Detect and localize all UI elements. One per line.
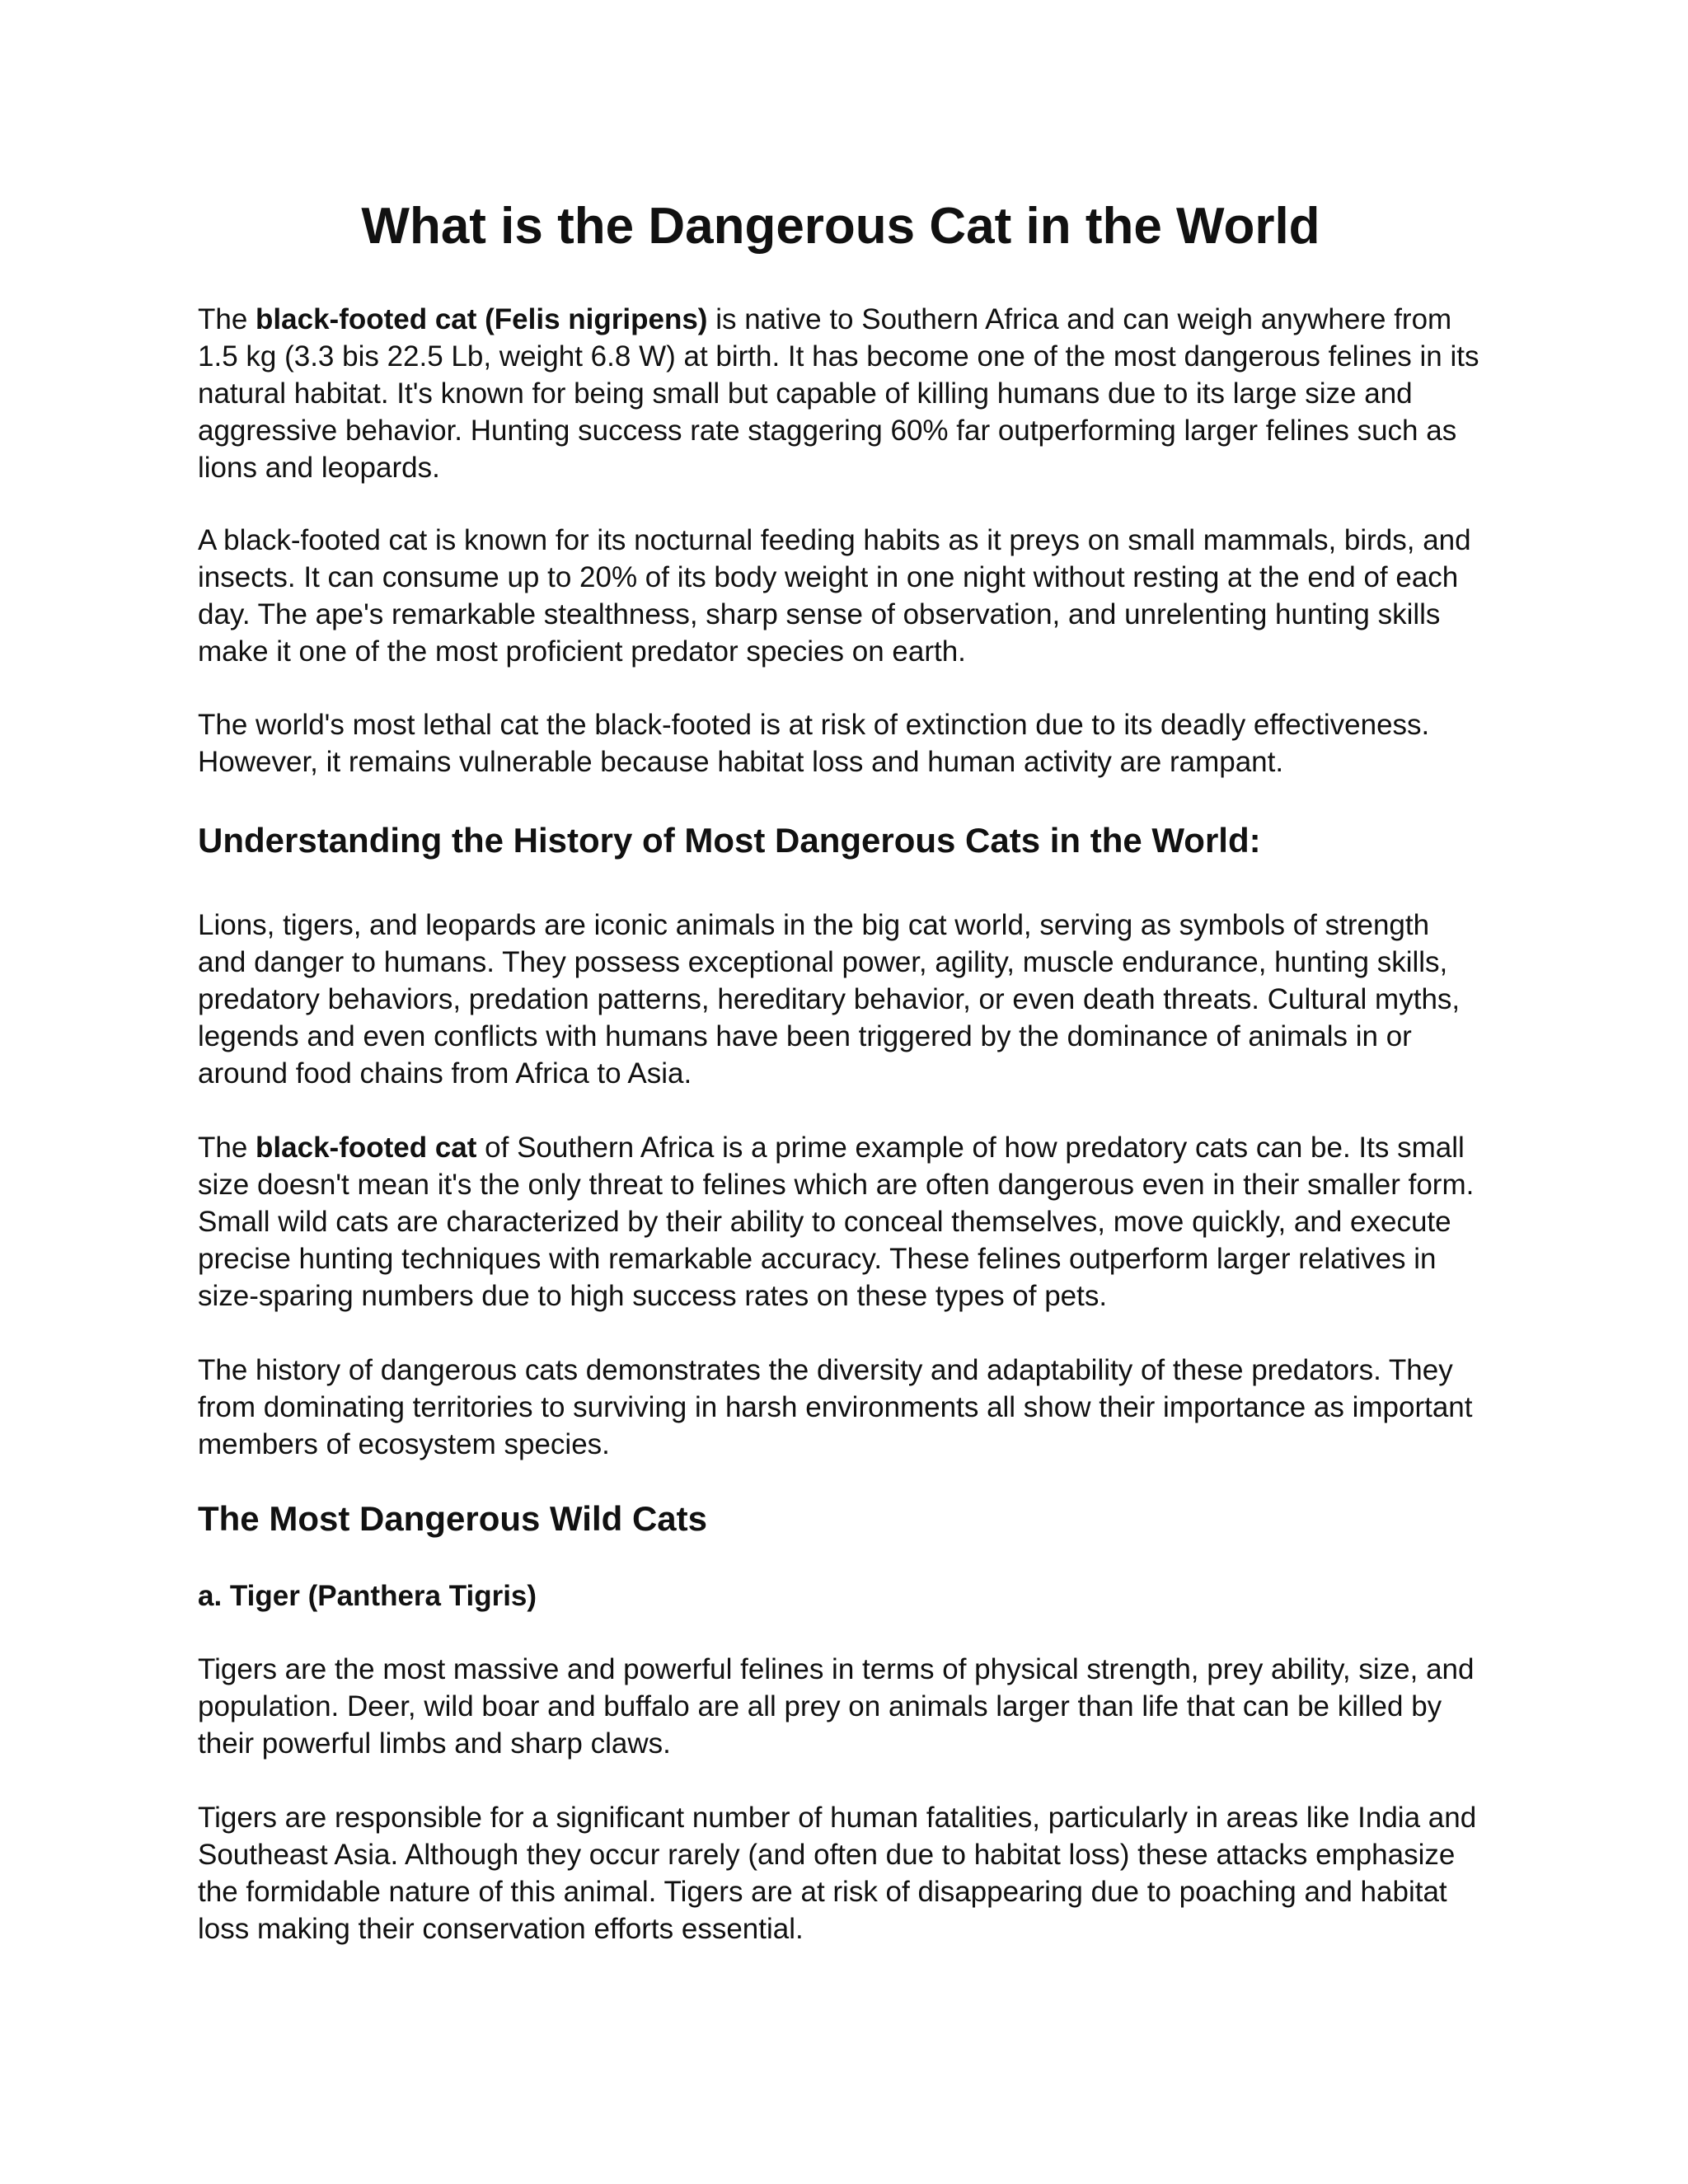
history-p2-species: black-footed cat	[256, 1132, 477, 1164]
intro-paragraph-1	[198, 301, 1484, 486]
history-paragraph-1: Lions, tigers, and leopards are iconic animals in the big cat world, serving as symbols of strength and danger to humans. They possess exceptional power, agility, muscle endurance, hunting skills, predatory behaviors, predation patterns, hereditary behavior, or even death threats. Cultural myths, legends and even conflicts with humans have been triggered by the dominance of animals in or around food chains from Africa to Asia.	[198, 909, 1461, 1090]
intro-paragraph-2: A black-footed cat is known for its nocturnal feeding habits as it preys on small mammals, birds, and insects. It can consume up to 20% of its body weight in one night without resting at the end of each day. The ape's remarkable stealthness, sharp sense of observation, and unrelenting hunting skills make it one of the most proficient predator species on earth.	[198, 524, 1471, 668]
history-paragraph-3: The history of dangerous cats demonstrates the diversity and adaptability of these predators. They from dominating territories to surviving in harsh environments all show their importance as important members of ecosystem species.	[198, 1354, 1473, 1460]
tiger-subheading: a. Tiger (Panthera Tigris)	[198, 1580, 537, 1612]
history-p2-rest: of Southern Africa is a prime example of how predatory cats can be. Its small size doesn't mean it's the only threat to felines which are often dangerous even in their smaller form. Small wild cats are characterized by their ability to conceal themselves, move quickly, and execute precise hunting techniques with remarkable accuracy. These felines outperform larger relatives in size-sparing numbers due to high success rates on these types of pets.	[198, 1132, 1475, 1312]
tiger-paragraph-2: Tigers are responsible for a significant number of human fatalities, particularly in areas like India and Southeast Asia. Although they occur rarely (and often due to habitat loss) these attacks emphasize the formidable nature of this animal. Tigers are at risk of disappearing due to poaching and habitat loss making their conservation efforts essential.	[198, 1802, 1477, 1945]
history-paragraph-2	[198, 1129, 1484, 1315]
intro-p1-species: black-footed cat (Felis nigripens)	[256, 303, 708, 335]
intro-paragraph-3: The world's most lethal cat the black-footed is at risk of extinction due to its deadly effectiveness. However, it remains vulnerable because habitat loss and human activity are rampant.	[198, 709, 1430, 778]
history-p2-prefix: The	[198, 1132, 256, 1164]
tiger-paragraph-1: Tigers are the most massive and powerful felines in terms of physical strength, prey ability, size, and population. Deer, wild boar and buffalo are all prey on animals larger than life that can be killed by their powerful limbs and sharp claws.	[198, 1653, 1475, 1760]
wild-cats-heading: The Most Dangerous Wild Cats	[198, 1499, 708, 1538]
intro-p1-rest: is native to Southern Africa and can weigh anywhere from 1.5 kg (3.3 bis 22.5 Lb, weight 6.8 W) at birth. It has become one of the most dangerous felines in its natural habitat. It's known for being small but capable of killing humans due to its large size and aggressive behavior. Hunting success rate staggering 60% far outperforming larger felines such as lions and leopards.	[198, 303, 1479, 484]
history-heading: Understanding the History of Most Dangerous Cats in the World:	[198, 821, 1261, 860]
intro-p1-prefix: The	[198, 303, 256, 335]
page-title: What is the Dangerous Cat in the World	[361, 198, 1320, 255]
